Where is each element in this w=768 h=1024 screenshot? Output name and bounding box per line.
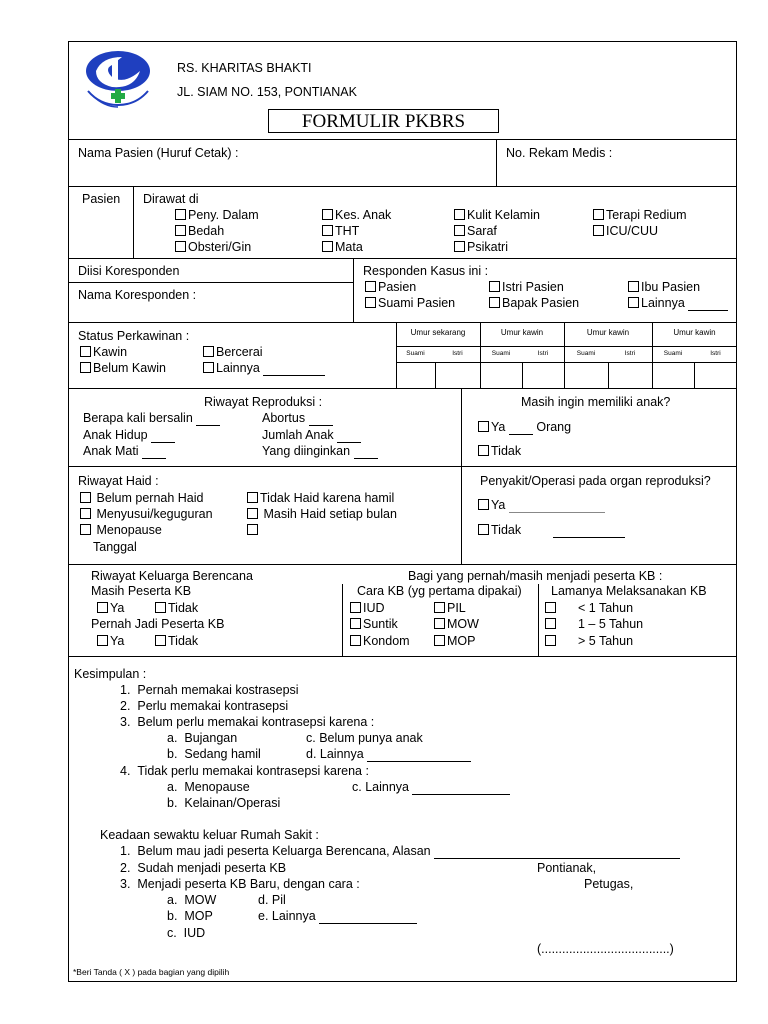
abortion-field[interactable]: Abortus [262, 412, 333, 426]
menstrual-option[interactable]: Menyusui/keguguran [80, 508, 213, 522]
conclusion-reason-other[interactable]: c. Lainnya [352, 781, 510, 795]
menstrual-option[interactable]: Tidak Haid karena hamil [247, 492, 394, 506]
ward-option[interactable]: Peny. Dalam [175, 209, 259, 223]
kb-participants-title: Bagi yang pernah/masih menjadi peserta KB : [408, 569, 663, 583]
want-more-no[interactable]: Tidak [478, 445, 521, 459]
respondent-option[interactable]: Istri Pasien [489, 281, 564, 295]
discharge-method: a. MOW [167, 893, 217, 907]
hospital-logo [82, 49, 154, 111]
patient-label: Pasien [82, 192, 121, 206]
kb-method-option[interactable]: Kondom [350, 635, 410, 649]
ward-option[interactable]: Kes. Anak [322, 209, 391, 223]
ward-option[interactable]: Bedah [175, 225, 224, 239]
sub-header: Suami [663, 350, 683, 357]
ward-option[interactable]: THT [322, 225, 359, 239]
date-label: Tanggal [93, 540, 137, 554]
ward-option[interactable]: Saraf [454, 225, 497, 239]
form-title: FORMULIR PKBRS [268, 109, 499, 133]
disease-yes[interactable]: Ya [478, 499, 605, 513]
conclusion-reason: c. Belum punya anak [306, 731, 423, 745]
discharge-item: 2. Sudah menjadi peserta KB [120, 861, 287, 875]
conclusion-item: 1. Pernah memakai kostrasepsi [120, 683, 299, 697]
discharge-method: d. Pil [258, 893, 286, 907]
sub-header: Suami [406, 350, 425, 357]
kb-duration-label: Lamanya Melaksanakan KB [551, 584, 707, 598]
discharge-title: Keadaan sewaktu keluar Rumah Sakit : [100, 828, 319, 842]
kb-method-option[interactable]: Suntik [350, 618, 398, 632]
age-header: Umur kawin [586, 328, 630, 337]
conclusion-reason: b. Kelainan/Operasi [167, 796, 281, 810]
disease-question: Penyakit/Operasi pada organ reproduksi? [480, 474, 711, 488]
conclusion-item: 2. Perlu memakai kontrasepsi [120, 699, 289, 713]
want-more-label: Masih ingin memiliki anak? [521, 395, 671, 409]
respondent-option[interactable]: Pasien [365, 281, 416, 295]
sub-header: Suami [491, 350, 511, 357]
age-header: Umur kawin [673, 328, 716, 337]
respondent-case-label: Responden Kasus ini : [363, 264, 489, 278]
want-more-yes[interactable]: Ya Orang [478, 421, 571, 435]
signature-line[interactable]: (.....................................) [537, 942, 674, 956]
kb-method-option[interactable]: PIL [434, 602, 466, 616]
total-children-field[interactable]: Jumlah Anak [262, 429, 361, 443]
age-header: Umur kawin [500, 328, 544, 337]
ever-kb-yes[interactable]: Ya [97, 635, 124, 649]
respondent-option[interactable]: Lainnya [628, 297, 728, 311]
patient-name-label: Nama Pasien (Huruf Cetak) : [78, 146, 239, 160]
conclusion-reason: a. Menopause [167, 780, 250, 794]
desired-field[interactable]: Yang diinginkan [262, 445, 378, 459]
conclusion-reason-other[interactable]: d. Lainnya [306, 748, 471, 762]
kb-duration-option[interactable]: > 5 Tahun [545, 635, 633, 649]
ward-option[interactable]: Psikatri [454, 241, 508, 255]
hospital-address: JL. SIAM NO. 153, PONTIANAK [177, 85, 357, 99]
marital-option[interactable]: Kawin [80, 346, 127, 360]
conclusion-reason: a. Bujangan [167, 731, 238, 745]
menstrual-option[interactable]: Masih Haid setiap bulan [247, 508, 397, 522]
marital-status-label: Status Perkawinan : [78, 329, 190, 343]
still-kb-label: Masih Peserta KB [91, 584, 192, 598]
sub-header: Suami [576, 350, 596, 357]
menstrual-title: Riwayat Haid : [78, 474, 159, 488]
marital-option[interactable]: Bercerai [203, 346, 263, 360]
respondent-option[interactable]: Ibu Pasien [628, 281, 700, 295]
respondent-option[interactable]: Suami Pasien [365, 297, 455, 311]
ward-option[interactable]: Terapi Redium [593, 209, 687, 223]
respondent-name-label: Nama Koresponden : [78, 288, 197, 302]
kb-method-option[interactable]: MOW [434, 618, 479, 632]
still-kb-no[interactable]: Tidak [155, 602, 198, 616]
kb-duration-option[interactable]: < 1 Tahun [545, 602, 633, 616]
ever-kb-no[interactable]: Tidak [155, 635, 198, 649]
discharge-method-other[interactable]: e. Lainnya [258, 910, 417, 924]
hospital-name: RS. KHARITAS BHAKTI [177, 61, 312, 75]
discharge-item[interactable]: 1. Belum mau jadi peserta Keluarga Berencana, Alasan [120, 845, 680, 859]
dead-field[interactable]: Anak Mati [83, 445, 166, 459]
ward-option[interactable]: ICU/CUU [593, 225, 658, 239]
ward-option[interactable]: Obsteri/Gin [175, 241, 251, 255]
officer-label: Petugas, [584, 877, 634, 891]
sub-header: Istri [624, 350, 636, 357]
marital-option[interactable]: Belum Kawin [80, 362, 166, 376]
ward-option[interactable]: Kulit Kelamin [454, 209, 540, 223]
still-kb-yes[interactable]: Ya [97, 602, 124, 616]
disease-no[interactable]: Tidak [478, 524, 625, 538]
sub-header: Istri [537, 350, 549, 357]
conclusion-item: 3. Belum perlu memakai kontrasepsi karena : [120, 715, 375, 729]
menstrual-option[interactable] [247, 524, 260, 538]
filled-by-label: Diisi Koresponden [78, 264, 180, 278]
births-field[interactable]: Berapa kali bersalin [83, 412, 220, 426]
discharge-method: c. IUD [167, 926, 206, 940]
discharge-item: 3. Menjadi peserta KB Baru, dengan cara : [120, 877, 360, 891]
medical-record-label: No. Rekam Medis : [506, 146, 613, 160]
marital-option[interactable]: Lainnya [203, 362, 325, 376]
conclusion-title: Kesimpulan : [74, 667, 147, 681]
age-header: Umur sekarang [410, 328, 466, 337]
ward-option[interactable]: Mata [322, 241, 363, 255]
respondent-option[interactable]: Bapak Pasien [489, 297, 579, 311]
menstrual-option[interactable]: Menopause [80, 524, 162, 538]
sub-header: Istri [710, 350, 721, 357]
footnote: *Beri Tanda ( X ) pada bagian yang dipilih [73, 967, 230, 977]
menstrual-option[interactable]: Belum pernah Haid [80, 492, 204, 506]
reproduction-title: Riwayat Reproduksi : [204, 395, 323, 409]
kb-method-option[interactable]: IUD [350, 602, 385, 616]
conclusion-reason: b. Sedang hamil [167, 747, 261, 761]
kb-history-title: Riwayat Keluarga Berencana [91, 569, 253, 583]
alive-field[interactable]: Anak Hidup [83, 429, 175, 443]
city-label: Pontianak, [537, 861, 597, 875]
sub-header: Istri [452, 350, 463, 357]
kb-method-label: Cara KB (yg pertama dipakai) [357, 584, 522, 598]
kb-method-option[interactable]: MOP [434, 635, 475, 649]
treated-label: Dirawat di [143, 192, 199, 206]
ever-kb-label: Pernah Jadi Peserta KB [91, 617, 225, 631]
discharge-method: b. MOP [167, 909, 213, 923]
kb-duration-option[interactable]: 1 – 5 Tahun [545, 618, 643, 632]
conclusion-item: 4. Tidak perlu memakai kontrasepsi karena : [120, 764, 369, 778]
